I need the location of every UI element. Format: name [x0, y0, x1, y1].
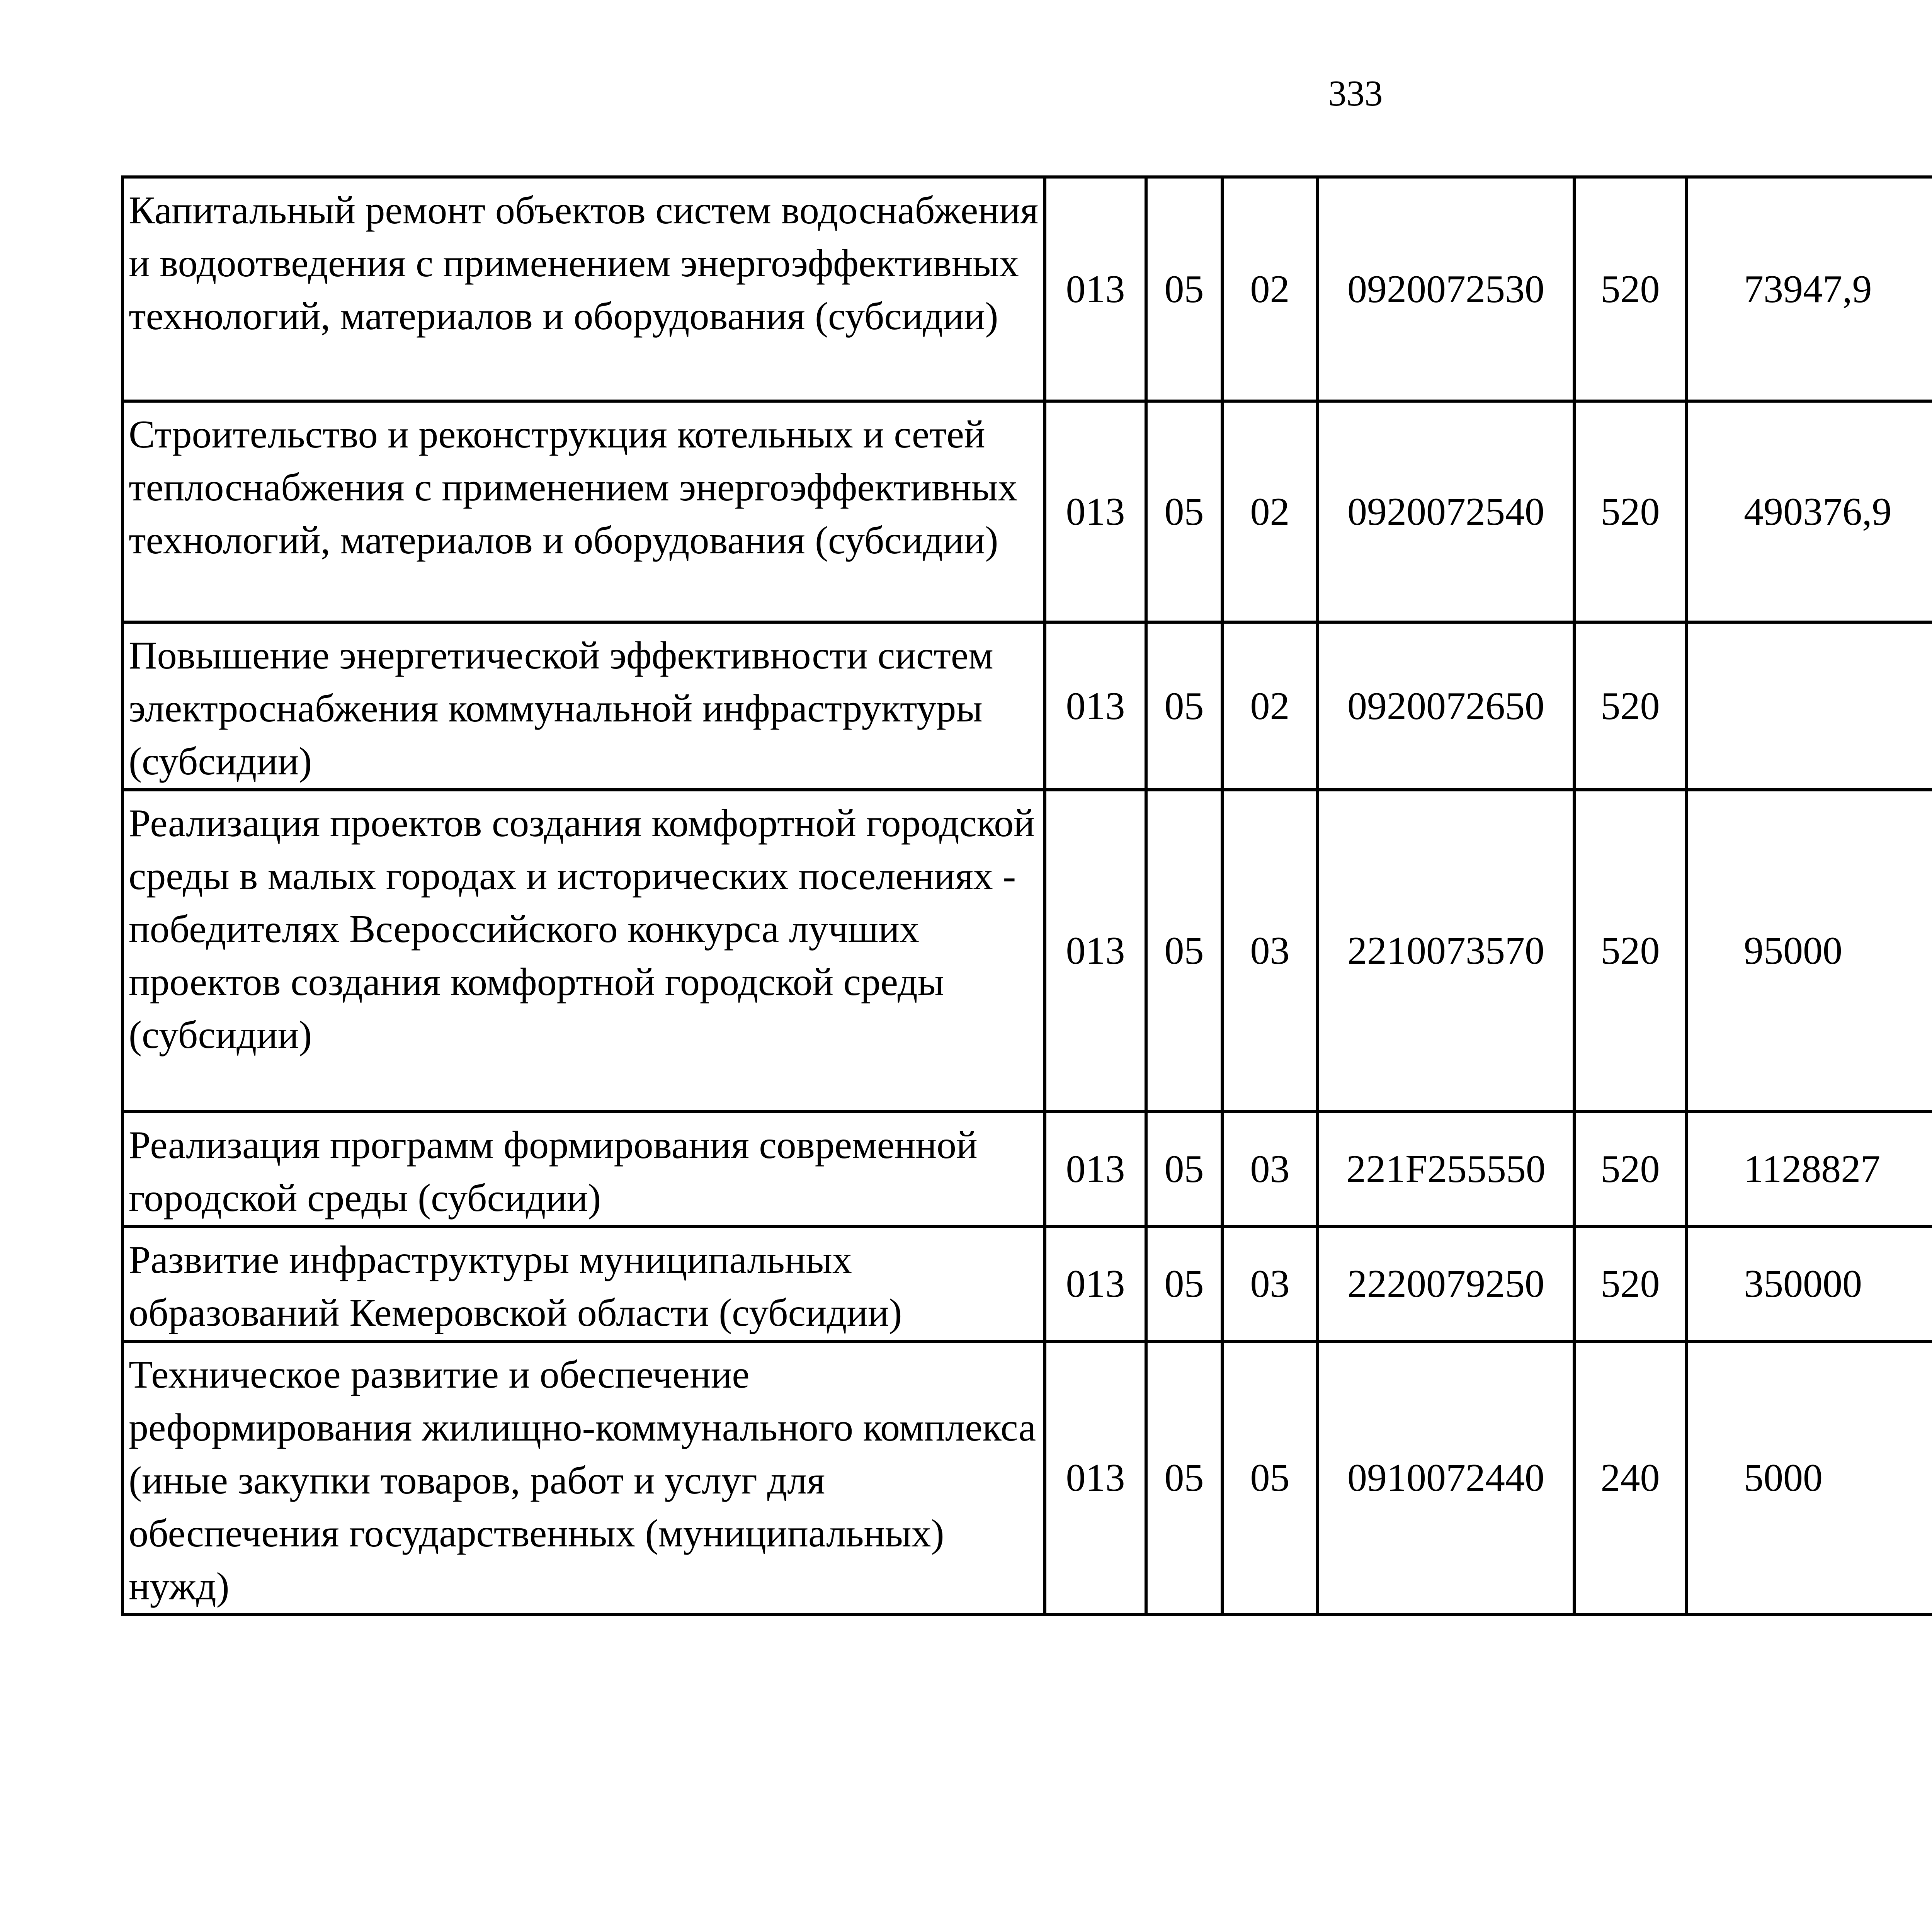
- csr-cell: 0910072440: [1318, 1341, 1574, 1614]
- podrazdel-cell: 02: [1222, 401, 1318, 622]
- table-row: [122, 1226, 1932, 1341]
- budget-table: [121, 175, 1932, 1616]
- razdel-cell: 05: [1146, 622, 1222, 790]
- table-row: [122, 1341, 1932, 1614]
- table-row: [122, 622, 1932, 790]
- csr-cell: 2210073570: [1318, 790, 1574, 1112]
- vr-cell: 520: [1574, 1226, 1686, 1341]
- row-name: Техническое развитие и обеспечение реформирования жилищно-коммунального комплекса (иные закупки товаров, работ и услуг для обеспечения государственных (муниципальных) нужд): [122, 1341, 1045, 1614]
- ved-cell: 013: [1045, 622, 1146, 790]
- razdel-cell: 05: [1146, 1112, 1222, 1226]
- podrazdel-cell: 03: [1222, 1112, 1318, 1226]
- table-row: [122, 401, 1932, 622]
- razdel-cell: 05: [1146, 1341, 1222, 1614]
- row-name: Реализация проектов создания комфортной городской среды в малых городах и исторических поселениях - победителях Всероссийского конкурса лучших проектов создания комфортной городской среды (субсидии): [122, 790, 1045, 1112]
- sum1-cell: 350000: [1686, 1226, 1932, 1341]
- ved-cell: 013: [1045, 790, 1146, 1112]
- csr-cell: 2220079250: [1318, 1226, 1574, 1341]
- ved-cell: 013: [1045, 1226, 1146, 1341]
- sum1-cell: [1686, 622, 1932, 790]
- row-name: Строительство и реконструкция котельных и сетей теплоснабжения с применением энергоэффективных технологий, материалов и оборудования (субсидии): [122, 401, 1045, 622]
- ved-cell: 013: [1045, 1341, 1146, 1614]
- sum1-cell: 5000: [1686, 1341, 1932, 1614]
- ved-cell: 013: [1045, 177, 1146, 401]
- vr-cell: 520: [1574, 622, 1686, 790]
- table-body: [122, 177, 1932, 1614]
- vr-cell: 520: [1574, 401, 1686, 622]
- page-number: 333: [1328, 73, 1383, 114]
- razdel-cell: 05: [1146, 401, 1222, 622]
- sum1-cell: 490376,9: [1686, 401, 1932, 622]
- sum1-cell: 95000: [1686, 790, 1932, 1112]
- vr-cell: 520: [1574, 177, 1686, 401]
- csr-cell: 0920072540: [1318, 401, 1574, 622]
- podrazdel-cell: 02: [1222, 177, 1318, 401]
- sum1-cell: 1128827: [1686, 1112, 1932, 1226]
- row-name: Капитальный ремонт объектов систем водоснабжения и водоотведения с применением энергоэффективных технологий, материалов и оборудования (субсидии): [122, 177, 1045, 401]
- podrazdel-cell: 05: [1222, 1341, 1318, 1614]
- row-name: Повышение энергетической эффективности систем электроснабжения коммунальной инфраструктуры (субсидии): [122, 622, 1045, 790]
- razdel-cell: 05: [1146, 177, 1222, 401]
- row-name: Реализация программ формирования современной городской среды (субсидии): [122, 1112, 1045, 1226]
- vr-cell: 520: [1574, 790, 1686, 1112]
- ved-cell: 013: [1045, 401, 1146, 622]
- razdel-cell: 05: [1146, 1226, 1222, 1341]
- table-row: [122, 1112, 1932, 1226]
- ved-cell: 013: [1045, 1112, 1146, 1226]
- table-row: [122, 177, 1932, 401]
- csr-cell: 221F255550: [1318, 1112, 1574, 1226]
- csr-cell: 0920072530: [1318, 177, 1574, 401]
- table-row: [122, 790, 1932, 1112]
- podrazdel-cell: 03: [1222, 790, 1318, 1112]
- vr-cell: 240: [1574, 1341, 1686, 1614]
- podrazdel-cell: 03: [1222, 1226, 1318, 1341]
- sum1-cell: 73947,9: [1686, 177, 1932, 401]
- podrazdel-cell: 02: [1222, 622, 1318, 790]
- row-name: Развитие инфраструктуры муниципальных образований Кемеровской области (субсидии): [122, 1226, 1045, 1341]
- razdel-cell: 05: [1146, 790, 1222, 1112]
- vr-cell: 520: [1574, 1112, 1686, 1226]
- csr-cell: 0920072650: [1318, 622, 1574, 790]
